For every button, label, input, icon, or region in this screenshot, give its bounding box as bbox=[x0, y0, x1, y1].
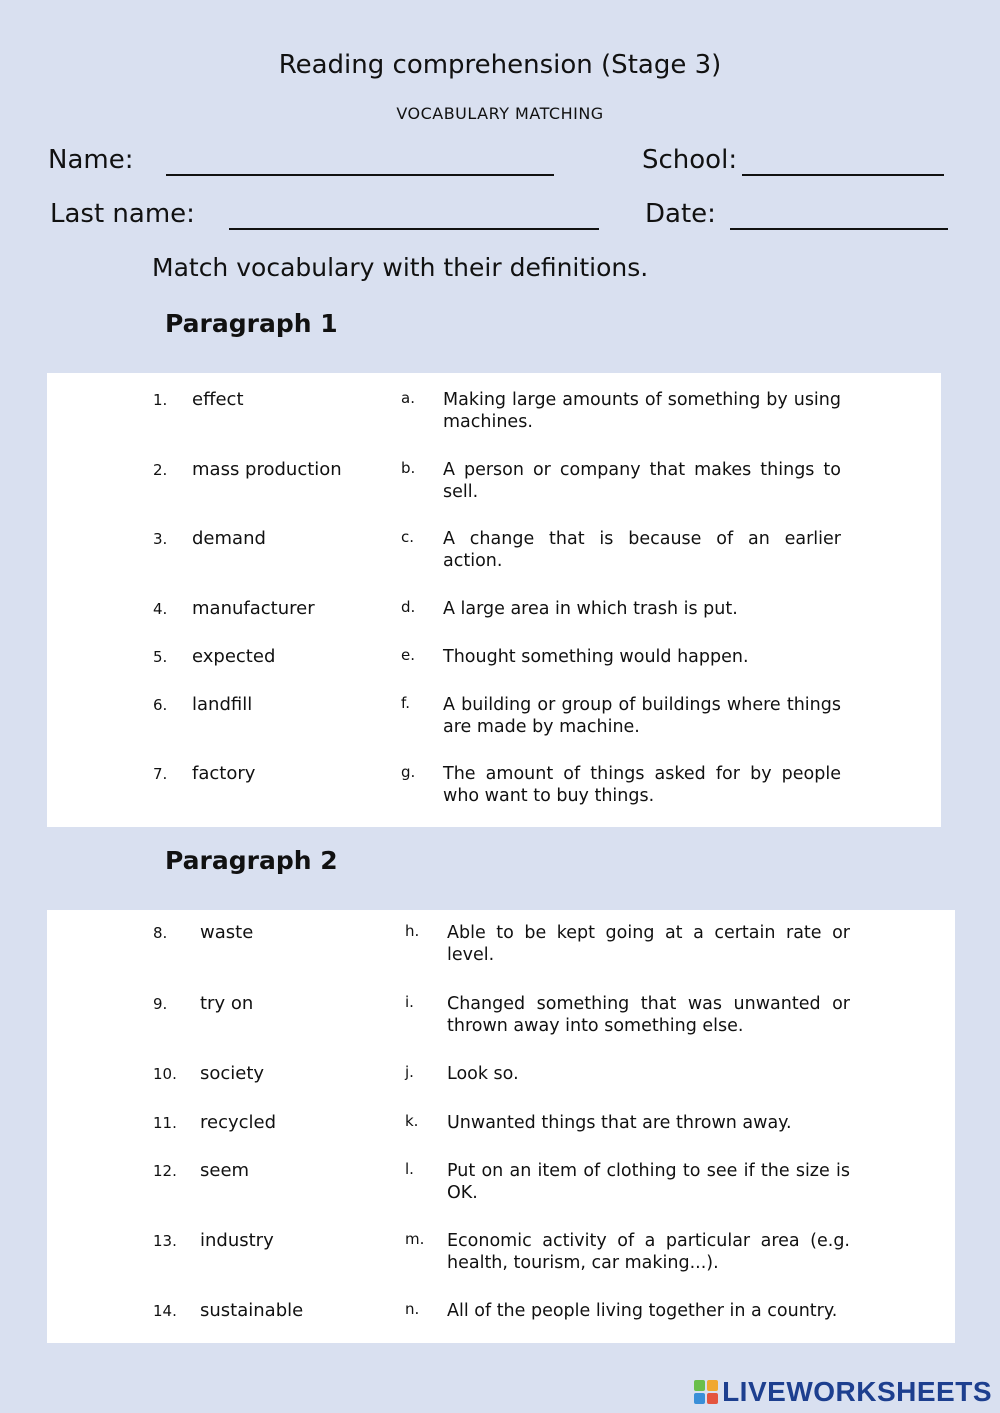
name-field[interactable] bbox=[166, 174, 554, 176]
date-label: Date: bbox=[645, 199, 716, 229]
date-field[interactable] bbox=[730, 228, 948, 230]
definition-letter: m. bbox=[405, 1230, 425, 1248]
item-number: 7. bbox=[153, 765, 168, 783]
definition-letter: l. bbox=[405, 1160, 414, 1178]
paragraph-1-heading: Paragraph 1 bbox=[165, 309, 338, 338]
definition-text[interactable]: The amount of things asked for by people who want to buy things. bbox=[443, 764, 841, 806]
vocabulary-word[interactable]: industry bbox=[200, 1230, 274, 1251]
definition-letter: a. bbox=[401, 389, 415, 407]
vocabulary-word[interactable]: effect bbox=[192, 389, 244, 410]
item-number: 1. bbox=[153, 391, 168, 409]
definition-text[interactable]: All of the people living together in a country. bbox=[447, 1301, 838, 1321]
definition-text[interactable]: A large area in which trash is put. bbox=[443, 599, 738, 619]
definition-text[interactable]: Thought something would happen. bbox=[443, 647, 749, 667]
page-title: Reading comprehension (Stage 3) bbox=[278, 50, 722, 80]
definition-text[interactable]: A building or group of buildings where things are made by machine. bbox=[443, 695, 841, 737]
item-number: 6. bbox=[153, 696, 168, 714]
definition-text[interactable]: Able to be kept going at a certain rate or level. bbox=[447, 923, 850, 965]
vocabulary-word[interactable]: sustainable bbox=[200, 1300, 304, 1321]
liveworksheets-logo-icon bbox=[694, 1380, 718, 1404]
logo-tile bbox=[694, 1393, 705, 1404]
definition-letter: f. bbox=[401, 694, 410, 712]
item-number: 12. bbox=[153, 1162, 177, 1180]
vocabulary-word[interactable]: expected bbox=[192, 646, 276, 667]
page-subtitle: VOCABULARY MATCHING bbox=[396, 104, 604, 123]
vocabulary-word[interactable]: recycled bbox=[200, 1112, 277, 1133]
vocabulary-word[interactable]: society bbox=[200, 1063, 265, 1084]
definition-letter: g. bbox=[401, 763, 416, 781]
item-number: 13. bbox=[153, 1232, 177, 1250]
paragraph-2-heading: Paragraph 2 bbox=[165, 846, 338, 875]
item-number: 9. bbox=[153, 995, 168, 1013]
last-name-field[interactable] bbox=[229, 228, 599, 230]
vocabulary-word[interactable]: mass production bbox=[192, 459, 342, 480]
vocabulary-word[interactable]: seem bbox=[200, 1160, 250, 1181]
vocabulary-word[interactable]: demand bbox=[192, 528, 266, 549]
school-field[interactable] bbox=[742, 174, 944, 176]
logo-tile bbox=[707, 1393, 718, 1404]
definition-letter: n. bbox=[405, 1300, 420, 1318]
item-number: 3. bbox=[153, 530, 168, 548]
definition-letter: e. bbox=[401, 646, 415, 664]
last-name-label: Last name: bbox=[50, 199, 195, 229]
vocabulary-word[interactable]: try on bbox=[200, 993, 254, 1014]
definition-letter: j. bbox=[405, 1063, 414, 1081]
logo-tile bbox=[707, 1380, 718, 1391]
definition-text[interactable]: Changed something that was unwanted or thrown away into something else. bbox=[447, 994, 850, 1036]
item-number: 5. bbox=[153, 648, 168, 666]
definition-letter: h. bbox=[405, 922, 420, 940]
vocabulary-word[interactable]: factory bbox=[192, 763, 256, 784]
definition-text[interactable]: Economic activity of a particular area (e.g. health, tourism, car making...). bbox=[447, 1231, 850, 1273]
definition-text[interactable]: A person or company that makes things to sell. bbox=[443, 460, 841, 502]
item-number: 4. bbox=[153, 600, 168, 618]
definition-letter: b. bbox=[401, 459, 416, 477]
definition-text[interactable]: Put on an item of clothing to see if the size is OK. bbox=[447, 1161, 850, 1203]
vocabulary-word[interactable]: landfill bbox=[192, 694, 253, 715]
vocabulary-word[interactable]: manufacturer bbox=[192, 598, 315, 619]
item-number: 11. bbox=[153, 1114, 177, 1132]
paragraph-2-panel bbox=[47, 910, 955, 1343]
item-number: 2. bbox=[153, 461, 168, 479]
name-label: Name: bbox=[48, 145, 134, 175]
item-number: 14. bbox=[153, 1302, 177, 1320]
liveworksheets-logo-text: LIVEWORKSHEETS bbox=[722, 1376, 992, 1407]
definition-letter: c. bbox=[401, 528, 415, 546]
school-label: School: bbox=[642, 145, 738, 175]
liveworksheets-logo bbox=[694, 1377, 992, 1407]
definition-text[interactable]: Look so. bbox=[447, 1064, 519, 1084]
instruction-text: Match vocabulary with their definitions. bbox=[152, 253, 649, 282]
definition-letter: i. bbox=[405, 993, 414, 1011]
item-number: 8. bbox=[153, 924, 168, 942]
item-number: 10. bbox=[153, 1065, 177, 1083]
definition-text[interactable]: A change that is because of an earlier action. bbox=[443, 529, 841, 571]
definition-letter: k. bbox=[405, 1112, 419, 1130]
definition-letter: d. bbox=[401, 598, 416, 616]
paragraph-1-panel bbox=[47, 373, 941, 827]
definition-text[interactable]: Unwanted things that are thrown away. bbox=[447, 1113, 792, 1133]
logo-tile bbox=[694, 1380, 705, 1391]
definition-text[interactable]: Making large amounts of something by using machines. bbox=[443, 390, 841, 432]
vocabulary-word[interactable]: waste bbox=[200, 922, 254, 943]
